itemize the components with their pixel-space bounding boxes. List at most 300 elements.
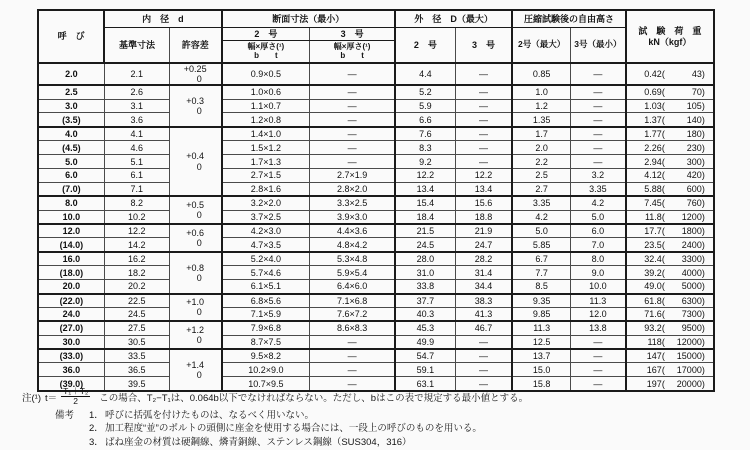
table-row — [38, 63, 714, 85]
basic-dim-cell: 33.5 — [104, 349, 169, 363]
load-kn: 7.45 ( — [635, 198, 665, 208]
nominal-cell: (33.0) — [38, 349, 104, 363]
nominal-cell: 8.0 — [38, 196, 104, 210]
section-no2-cell: 1.7×1.3 — [222, 155, 310, 169]
nominal-cell: 10.0 — [38, 210, 104, 224]
table-row — [38, 127, 714, 141]
table-row — [38, 335, 714, 349]
section-no3-cell: 2.8×2.0 — [310, 182, 395, 196]
od-no3-cell: 28.2 — [455, 252, 512, 266]
od-no3-cell: — — [455, 99, 512, 113]
basic-dim-cell: 18.2 — [104, 266, 169, 280]
section-no2-cell: 1.4×1.0 — [222, 127, 310, 141]
od-no3-cell: 21.9 — [455, 224, 512, 238]
free-height-no2-cell: 0.85 — [512, 63, 570, 85]
nominal-cell: 30.0 — [38, 335, 104, 349]
od-no2-cell: 31.0 — [395, 266, 455, 280]
nominal-cell: (22.0) — [38, 294, 104, 308]
section-no3-cell: 5.3×4.8 — [310, 252, 395, 266]
od-no3-cell: — — [455, 85, 512, 99]
col-header-section-no2-sub — [222, 41, 310, 64]
nominal-cell: 6.0 — [38, 169, 104, 183]
table-row — [38, 266, 714, 280]
free-height-no2-cell: 7.7 — [512, 266, 570, 280]
od-no2-cell: 15.4 — [395, 196, 455, 210]
free-height-no2-cell: 1.0 — [512, 85, 570, 99]
free-height-no3-cell: — — [571, 141, 626, 155]
load-kn: 17.7 ( — [635, 226, 665, 236]
tolerance-cell: +0.5 0 — [169, 196, 221, 224]
load-kgf: 2400 ) — [665, 240, 705, 250]
load-kn: 11.8 ( — [635, 212, 665, 222]
section-no3-cell: — — [310, 127, 395, 141]
load-kgf: 180 ) — [665, 129, 705, 139]
col-group-section: 断面寸法（最小） — [222, 10, 396, 28]
test-load-cell — [626, 349, 714, 363]
section-no2-cell: 0.9×0.5 — [222, 63, 310, 85]
section-no2-cell: 3.2×2.0 — [222, 196, 310, 210]
section-no2-cell: 1.5×1.2 — [222, 141, 310, 155]
col-group-inner-diameter: 内 径 d — [104, 10, 221, 28]
free-height-no3-cell: — — [571, 335, 626, 349]
free-height-no2-cell: 8.5 — [512, 280, 570, 294]
section-no2-cell: 10.7×9.5 — [222, 377, 310, 391]
load-kn: 39.2 ( — [635, 268, 665, 278]
free-height-no2-cell: 11.3 — [512, 321, 570, 335]
load-kn: 167 ( — [635, 365, 665, 375]
section-no3-cell: — — [310, 349, 395, 363]
section-no2-cell: 7.1×5.9 — [222, 307, 310, 321]
test-load-cell — [626, 141, 714, 155]
basic-dim-cell: 10.2 — [104, 210, 169, 224]
load-kgf: 3300 ) — [665, 254, 705, 264]
width-thickness-label: 幅×厚さ(¹) — [247, 41, 285, 51]
tolerance-cell: +1.2 0 — [169, 321, 221, 349]
section-no3-cell: 4.4×3.6 — [310, 224, 395, 238]
test-load-cell — [626, 363, 714, 377]
test-load-cell — [626, 321, 714, 335]
free-height-no3-cell: 9.0 — [571, 266, 626, 280]
nominal-cell: (4.5) — [38, 141, 104, 155]
section-no3-cell: — — [310, 155, 395, 169]
remark-number: 2． — [89, 423, 104, 435]
load-kn: 61.8 ( — [635, 296, 665, 306]
section-no3-cell: — — [310, 363, 395, 377]
load-kgf: 43 ) — [665, 69, 705, 79]
load-kn: 1.37 ( — [635, 115, 665, 125]
remark-number: 3． — [89, 436, 104, 448]
tolerance-cell: +1.4 0 — [169, 349, 221, 391]
od-no2-cell: 13.4 — [395, 182, 455, 196]
od-no3-cell: 24.7 — [455, 238, 512, 252]
basic-dim-cell: 2.1 — [104, 63, 169, 85]
nominal-cell: 2.5 — [38, 85, 104, 99]
free-height-no3-cell: 5.0 — [571, 210, 626, 224]
tolerance-cell: +0.8 0 — [169, 252, 221, 294]
load-kn: 118 ( — [635, 337, 665, 347]
od-no2-cell: 45.3 — [395, 321, 455, 335]
basic-dim-cell: 5.1 — [104, 155, 169, 169]
free-height-no2-cell: 6.7 — [512, 252, 570, 266]
footnote-fraction — [61, 387, 90, 407]
table-row — [38, 349, 714, 363]
load-kgf: 17000 ) — [665, 365, 705, 375]
test-load-cell — [626, 113, 714, 127]
nominal-cell: (14.0) — [38, 238, 104, 252]
free-height-no2-cell: 5.85 — [512, 238, 570, 252]
load-kgf: 20000 ) — [665, 379, 705, 389]
table-row — [38, 307, 714, 321]
col-header-nominal: 呼 び — [38, 10, 104, 63]
od-no3-cell: 46.7 — [455, 321, 512, 335]
load-kn: 4.12 ( — [635, 170, 665, 180]
free-height-no3-cell: — — [571, 99, 626, 113]
section-no3-cell: — — [310, 63, 395, 85]
test-load-cell — [626, 196, 714, 210]
od-no2-cell: 59.1 — [395, 363, 455, 377]
free-height-no3-cell: 4.2 — [571, 196, 626, 210]
basic-dim-cell: 24.5 — [104, 307, 169, 321]
od-no3-cell: — — [455, 155, 512, 169]
nominal-cell: 4.0 — [38, 127, 104, 141]
basic-dim-cell: 2.6 — [104, 85, 169, 99]
section-no2-cell: 2.7×1.5 — [222, 169, 310, 183]
od-no2-cell: 63.1 — [395, 377, 455, 391]
col-header-test-load — [626, 10, 714, 63]
section-no3-cell: 5.9×5.4 — [310, 266, 395, 280]
free-height-no2-cell: 1.7 — [512, 127, 570, 141]
free-height-no3-cell: 3.2 — [571, 169, 626, 183]
load-kn: 71.6 ( — [635, 309, 665, 319]
section-no3-cell: — — [310, 113, 395, 127]
nominal-cell: (39.0) — [38, 377, 104, 391]
test-load-cell — [626, 127, 714, 141]
section-no2-cell: 5.2×4.0 — [222, 252, 310, 266]
remark-text: 呼びに括弧を付けたものは、なるべく用いない。 — [105, 410, 315, 421]
basic-dim-cell: 30.5 — [104, 335, 169, 349]
free-height-no2-cell: 15.0 — [512, 363, 570, 377]
col-header-fh-no3: 3号（最小） — [571, 28, 626, 64]
load-kgf: 1200 ) — [665, 212, 705, 222]
free-height-no2-cell: 13.7 — [512, 349, 570, 363]
od-no3-cell: — — [455, 349, 512, 363]
basic-dim-cell: 16.2 — [104, 252, 169, 266]
basic-dim-cell: 36.5 — [104, 363, 169, 377]
table-row — [38, 99, 714, 113]
free-height-no3-cell: 8.0 — [571, 252, 626, 266]
section-no3-cell: — — [310, 377, 395, 391]
test-load-cell — [626, 63, 714, 85]
free-height-no3-cell: 7.0 — [571, 238, 626, 252]
table-row — [38, 141, 714, 155]
free-height-no2-cell: 9.35 — [512, 294, 570, 308]
load-kgf: 300 ) — [665, 157, 705, 167]
section-no2-cell: 1.2×0.8 — [222, 113, 310, 127]
nominal-cell: (3.5) — [38, 113, 104, 127]
footnote-variable: t＝ — [45, 392, 58, 404]
load-kgf: 4000 ) — [665, 268, 705, 278]
section-no2-cell: 4.7×3.5 — [222, 238, 310, 252]
free-height-no2-cell: 15.8 — [512, 377, 570, 391]
free-height-no3-cell: — — [571, 85, 626, 99]
basic-dim-cell: 8.2 — [104, 196, 169, 210]
free-height-no3-cell: 13.8 — [571, 321, 626, 335]
col-header-fh-no2: 2号（最大） — [512, 28, 570, 64]
od-no3-cell: 34.4 — [455, 280, 512, 294]
test-load-cell — [626, 266, 714, 280]
width-thickness-label: 幅×厚さ(¹) — [333, 41, 371, 51]
free-height-no2-cell: 2.0 — [512, 141, 570, 155]
col-header-tolerance: 許容差 — [169, 28, 221, 64]
load-kgf: 12000 ) — [665, 337, 705, 347]
nominal-cell: 5.0 — [38, 155, 104, 169]
section-no2-cell: 6.1×5.1 — [222, 280, 310, 294]
tolerance-cell: +0.4 0 — [169, 127, 221, 196]
load-kgf: 5000 ) — [665, 281, 705, 291]
basic-dim-cell: 7.1 — [104, 182, 169, 196]
nominal-cell: 3.0 — [38, 99, 104, 113]
od-no2-cell: 5.2 — [395, 85, 455, 99]
free-height-no3-cell: — — [571, 377, 626, 391]
remark-item — [55, 422, 482, 435]
test-load-cell — [626, 238, 714, 252]
od-no2-cell: 40.3 — [395, 307, 455, 321]
load-kgf: 105 ) — [665, 101, 705, 111]
free-height-no3-cell: — — [571, 63, 626, 85]
load-kgf: 1800 ) — [665, 226, 705, 236]
section-no3-cell: — — [310, 85, 395, 99]
load-kn: 197 ( — [635, 379, 665, 389]
section-no2-cell: 6.8×5.6 — [222, 294, 310, 308]
section-no2-cell: 1.0×0.6 — [222, 85, 310, 99]
table-row — [38, 252, 714, 266]
col-group-outer-diameter: 外 径 D（最大） — [395, 10, 512, 28]
test-load-cell — [626, 99, 714, 113]
table-row — [38, 210, 714, 224]
basic-dim-cell: 4.6 — [104, 141, 169, 155]
section-no3-cell: — — [310, 99, 395, 113]
col-header-section-no3-sub — [310, 41, 395, 64]
test-load-cell — [626, 252, 714, 266]
od-no2-cell: 4.4 — [395, 63, 455, 85]
load-kgf: 15000 ) — [665, 351, 705, 361]
spring-washer-spec-table — [37, 9, 715, 392]
remarks — [55, 409, 482, 449]
load-kn: 2.26 ( — [635, 143, 665, 153]
test-load-cell — [626, 377, 714, 391]
load-kn: 23.5 ( — [635, 240, 665, 250]
od-no2-cell: 21.5 — [395, 224, 455, 238]
table-row — [38, 238, 714, 252]
table-row — [38, 113, 714, 127]
section-no2-cell: 5.7×4.6 — [222, 266, 310, 280]
tolerance-cell: +1.0 0 — [169, 294, 221, 322]
section-no2-cell: 7.9×6.8 — [222, 321, 310, 335]
load-kgf: 230 ) — [665, 143, 705, 153]
load-kn: 32.4 ( — [635, 254, 665, 264]
table-row — [38, 169, 714, 183]
test-load-cell — [626, 155, 714, 169]
section-no3-cell: 7.6×7.2 — [310, 307, 395, 321]
basic-dim-cell: 4.1 — [104, 127, 169, 141]
free-height-no2-cell: 1.2 — [512, 99, 570, 113]
od-no3-cell: — — [455, 113, 512, 127]
nominal-cell: (7.0) — [38, 182, 104, 196]
section-no3-cell: 6.4×6.0 — [310, 280, 395, 294]
table-row — [38, 182, 714, 196]
nominal-cell: 16.0 — [38, 252, 104, 266]
load-kn: 0.42 ( — [635, 69, 665, 79]
test-load-cell — [626, 294, 714, 308]
basic-dim-cell: 27.5 — [104, 321, 169, 335]
test-load-cell — [626, 210, 714, 224]
section-no2-cell: 3.7×2.5 — [222, 210, 310, 224]
test-load-cell — [626, 307, 714, 321]
od-no3-cell: — — [455, 63, 512, 85]
od-no3-cell: 12.2 — [455, 169, 512, 183]
free-height-no3-cell: 6.0 — [571, 224, 626, 238]
fraction-denominator: 2 — [73, 396, 79, 407]
free-height-no3-cell: 3.35 — [571, 182, 626, 196]
section-no2-cell: 4.2×3.0 — [222, 224, 310, 238]
remarks-label: 備考 — [55, 410, 75, 421]
table-row — [38, 321, 714, 335]
section-no3-cell: 8.6×8.3 — [310, 321, 395, 335]
nominal-cell: (27.0) — [38, 321, 104, 335]
od-no3-cell: 41.3 — [455, 307, 512, 321]
section-no2-cell: 1.1×0.7 — [222, 99, 310, 113]
basic-dim-cell: 6.1 — [104, 169, 169, 183]
free-height-no3-cell: 10.0 — [571, 280, 626, 294]
od-no2-cell: 9.2 — [395, 155, 455, 169]
load-kgf: 760 ) — [665, 198, 705, 208]
load-kn: 5.88 ( — [635, 184, 665, 194]
footnote-text: この場合、T₂−T₁は、0.064b以下でなければならない。ただし、bはこの表で規定する最小値とする。 — [99, 392, 529, 404]
free-height-no3-cell: 12.0 — [571, 307, 626, 321]
col-header-od-no3: 3 号 — [455, 28, 512, 64]
od-no3-cell: 15.6 — [455, 196, 512, 210]
od-no2-cell: 18.4 — [395, 210, 455, 224]
load-kn: 147 ( — [635, 351, 665, 361]
basic-dim-cell: 14.2 — [104, 238, 169, 252]
nominal-cell: 24.0 — [38, 307, 104, 321]
free-height-no3-cell: 11.3 — [571, 294, 626, 308]
nominal-cell: 2.0 — [38, 63, 104, 85]
load-kgf: 140 ) — [665, 115, 705, 125]
free-height-no3-cell: — — [571, 127, 626, 141]
section-no3-cell: 3.9×3.0 — [310, 210, 395, 224]
section-no2-cell: 2.8×1.6 — [222, 182, 310, 196]
section-no3-cell: 3.3×2.5 — [310, 196, 395, 210]
free-height-no2-cell: 2.7 — [512, 182, 570, 196]
remark-text: ばね座金の材質は硬鋼線、燐青銅線、ステンレス鋼線（SUS304，316） — [105, 436, 412, 448]
remark-text: 加工程度“並”のボルトの頭側に座金を使用する場合には、一段上の呼びのものを用いる。 — [105, 423, 482, 435]
nominal-cell: (18.0) — [38, 266, 104, 280]
section-no2-cell: 8.7×7.5 — [222, 335, 310, 349]
od-no3-cell: 38.3 — [455, 294, 512, 308]
test-load-cell — [626, 182, 714, 196]
basic-dim-cell: 22.5 — [104, 294, 169, 308]
table-row — [38, 196, 714, 210]
col-header-basic-dim: 基準寸法 — [104, 28, 169, 64]
fraction-numerator: T₁＋T₂ — [63, 386, 89, 396]
spec-sheet — [37, 9, 715, 392]
test-load-title: 試 験 荷 重 — [638, 26, 702, 37]
section-no3-cell: 4.8×4.2 — [310, 238, 395, 252]
footnote-prefix: 注(¹) — [22, 392, 41, 404]
test-load-cell — [626, 280, 714, 294]
load-kn: 1.77 ( — [635, 129, 665, 139]
width-thickness-symbols: b t — [254, 50, 278, 60]
od-no2-cell: 6.6 — [395, 113, 455, 127]
load-kn: 1.03 ( — [635, 101, 665, 111]
table-row — [38, 85, 714, 99]
free-height-no2-cell: 5.0 — [512, 224, 570, 238]
free-height-no3-cell: — — [571, 349, 626, 363]
width-thickness-symbols: b t — [340, 50, 364, 60]
load-kgf: 70 ) — [665, 87, 705, 97]
free-height-no2-cell: 3.35 — [512, 196, 570, 210]
basic-dim-cell: 3.6 — [104, 113, 169, 127]
od-no2-cell: 24.5 — [395, 238, 455, 252]
od-no3-cell: 18.8 — [455, 210, 512, 224]
nominal-cell: 20.0 — [38, 280, 104, 294]
free-height-no2-cell: 9.85 — [512, 307, 570, 321]
table-row — [38, 280, 714, 294]
footnote — [22, 387, 528, 407]
od-no2-cell: 12.2 — [395, 169, 455, 183]
tolerance-cell: +0.3 0 — [169, 85, 221, 127]
test-load-cell — [626, 85, 714, 99]
nominal-cell: 12.0 — [38, 224, 104, 238]
col-header-section-no3: 3 号 — [310, 28, 395, 41]
free-height-no3-cell: — — [571, 155, 626, 169]
table-row — [38, 363, 714, 377]
load-kgf: 9500 ) — [665, 323, 705, 333]
test-load-cell — [626, 335, 714, 349]
col-header-od-no2: 2 号 — [395, 28, 455, 64]
section-no2-cell: 9.5×8.2 — [222, 349, 310, 363]
free-height-no3-cell: — — [571, 113, 626, 127]
free-height-no3-cell: — — [571, 363, 626, 377]
free-height-no2-cell: 1.35 — [512, 113, 570, 127]
od-no3-cell: — — [455, 377, 512, 391]
free-height-no2-cell: 12.5 — [512, 335, 570, 349]
col-header-section-no2: 2 号 — [222, 28, 310, 41]
basic-dim-cell: 12.2 — [104, 224, 169, 238]
od-no3-cell: — — [455, 141, 512, 155]
section-no3-cell: — — [310, 335, 395, 349]
free-height-no2-cell: 4.2 — [512, 210, 570, 224]
test-load-cell — [626, 224, 714, 238]
remark-item — [55, 409, 482, 422]
od-no3-cell: — — [455, 127, 512, 141]
od-no3-cell: — — [455, 335, 512, 349]
free-height-no2-cell: 2.2 — [512, 155, 570, 169]
tolerance-cell: +0.25 0 — [169, 63, 221, 85]
load-kgf: 600 ) — [665, 184, 705, 194]
load-kgf: 6300 ) — [665, 296, 705, 306]
od-no2-cell: 49.9 — [395, 335, 455, 349]
od-no3-cell: 31.4 — [455, 266, 512, 280]
section-no3-cell: — — [310, 141, 395, 155]
od-no2-cell: 7.6 — [395, 127, 455, 141]
od-no2-cell: 54.7 — [395, 349, 455, 363]
section-no3-cell: 2.7×1.9 — [310, 169, 395, 183]
section-no3-cell: 7.1×6.8 — [310, 294, 395, 308]
remark-number: 1． — [89, 410, 104, 421]
table-row — [38, 224, 714, 238]
